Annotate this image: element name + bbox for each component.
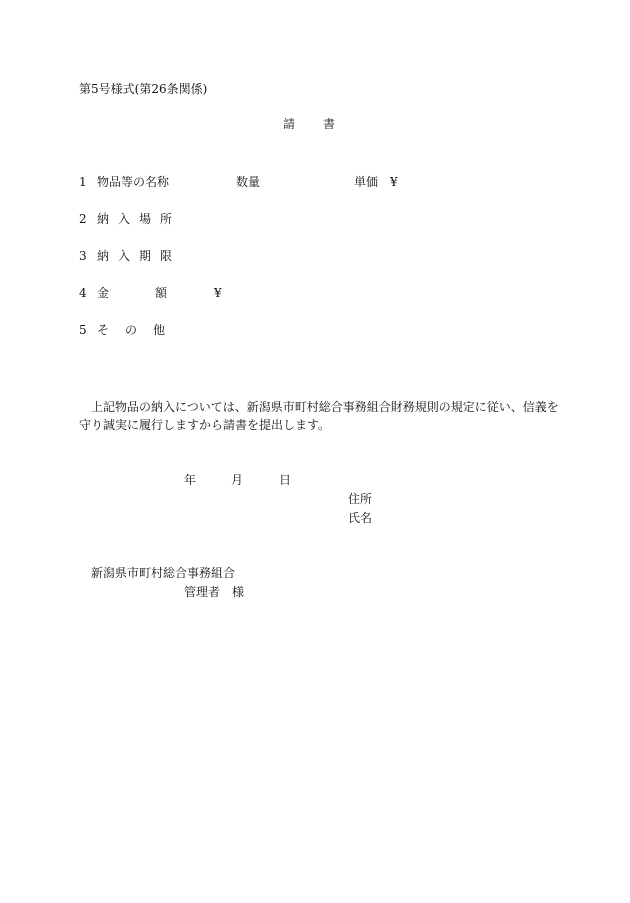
address-label: 住所 bbox=[348, 492, 373, 506]
delivery-place-label: 納入場所 bbox=[97, 212, 182, 226]
unit-price-currency: ¥ bbox=[390, 175, 398, 189]
document-title: 請書 bbox=[283, 117, 364, 131]
item-number-5: 5 bbox=[79, 323, 87, 337]
form-number: 第5号様式(第26条関係) bbox=[79, 82, 208, 96]
recipient-title: 管理者 様 bbox=[184, 585, 245, 599]
unit-price-label: 単価 bbox=[354, 175, 379, 189]
amount-label-part2: 額 bbox=[155, 286, 168, 300]
delivery-deadline-label: 納入期限 bbox=[97, 249, 182, 263]
quantity-label: 数量 bbox=[236, 175, 261, 189]
item-number-4: 4 bbox=[79, 286, 87, 300]
date-year-label: 年 bbox=[184, 473, 197, 487]
recipient-organization: 新潟県市町村総合事務組合 bbox=[91, 566, 236, 580]
name-label: 氏名 bbox=[348, 511, 373, 525]
date-day-label: 日 bbox=[279, 473, 292, 487]
item-name-label: 物品等の名称 bbox=[97, 175, 170, 189]
amount-currency: ¥ bbox=[214, 286, 222, 300]
other-label: その他 bbox=[97, 323, 182, 337]
date-month-label: 月 bbox=[231, 473, 244, 487]
item-number-2: 2 bbox=[79, 212, 87, 226]
item-number-3: 3 bbox=[79, 249, 87, 263]
item-number-1: 1 bbox=[79, 175, 87, 189]
amount-label-part1: 金 bbox=[97, 286, 110, 300]
body-paragraph: 上記物品の納入については、新潟県市町村総合事務組合財務規則の規定に従い、信義を守り誠実に履行しますから請書を提出します。 bbox=[79, 400, 559, 432]
